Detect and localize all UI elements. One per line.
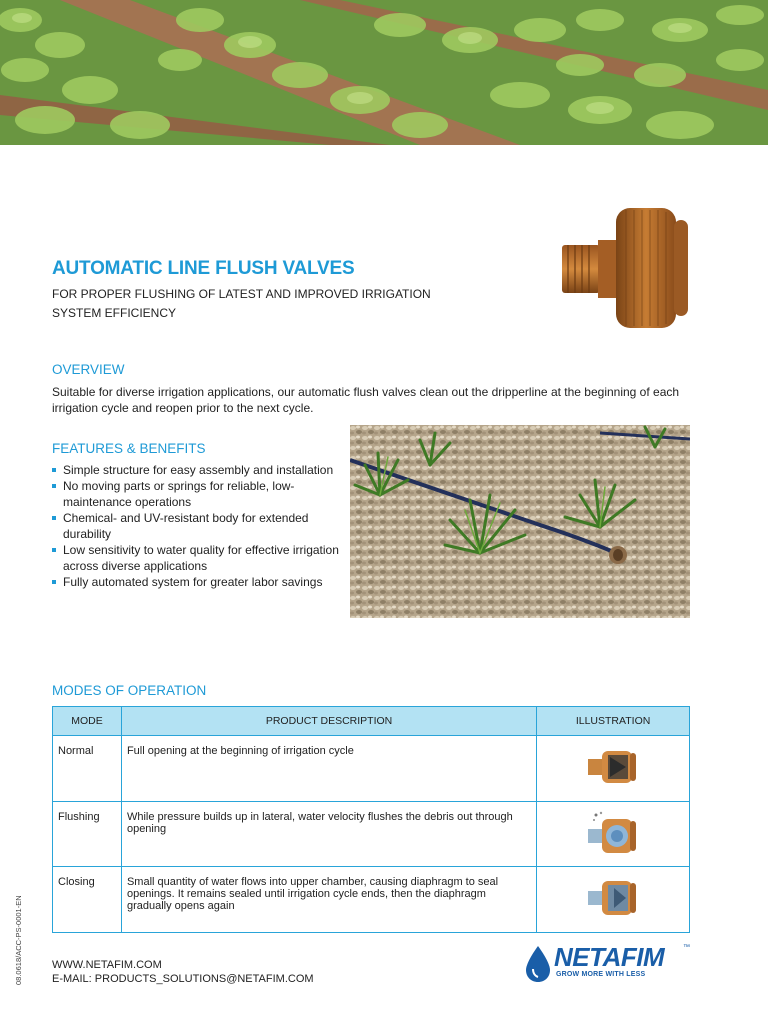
dripline-field-photo bbox=[350, 425, 690, 618]
illustration-cell bbox=[537, 736, 690, 802]
email-link[interactable]: E-MAIL: PRODUCTS_SOLUTIONS@NETAFIM.COM bbox=[52, 973, 314, 985]
column-header-description: PRODUCT DESCRIPTION bbox=[121, 707, 536, 736]
list-item: Simple structure for easy assembly and installation bbox=[52, 462, 342, 478]
document-code: 08.0618/ACC-PS-0001-EN bbox=[14, 895, 23, 985]
bullet-icon bbox=[52, 468, 56, 472]
website-link[interactable]: WWW.NETAFIM.COM bbox=[52, 959, 162, 971]
mode-cell: Closing bbox=[53, 867, 122, 933]
illustration-cell bbox=[537, 867, 690, 933]
illustration-cell bbox=[537, 802, 690, 867]
bullet-icon bbox=[52, 484, 56, 488]
valve-closing-illustration bbox=[586, 876, 640, 920]
hero-field-photo bbox=[0, 0, 768, 145]
description-cell: Small quantity of water flows into upper chamber, causing diaphragm to seal openings. It remains sealed until irrigation cycle ends, then the diaphragm gradually opens again bbox=[121, 867, 536, 933]
overview-text: Suitable for diverse irrigation applications, our automatic flush valves clean out the dripperline at the beginning of each irrigation cycle and reopen prior to the next cycle. bbox=[52, 385, 680, 415]
list-item: Fully automated system for greater labor savings bbox=[52, 574, 342, 590]
table-row bbox=[53, 867, 690, 933]
modes-table bbox=[52, 706, 690, 933]
list-item: Chemical- and UV-resistant body for extended durability bbox=[52, 510, 342, 542]
logo-trademark: ™ bbox=[683, 944, 690, 951]
mode-cell: Normal bbox=[53, 736, 122, 802]
bullet-icon bbox=[52, 516, 56, 520]
page-title: AUTOMATIC LINE FLUSH VALVES bbox=[52, 258, 355, 279]
overview-heading: OVERVIEW bbox=[52, 362, 125, 377]
description-cell: Full opening at the beginning of irrigation cycle bbox=[121, 736, 536, 802]
logo-tagline: GROW MORE WITH LESS bbox=[556, 971, 646, 978]
table-row bbox=[53, 736, 690, 802]
bullet-icon bbox=[52, 580, 56, 584]
bullet-icon bbox=[52, 548, 56, 552]
netafim-logo-text: NETAFIM bbox=[554, 942, 665, 972]
column-header-mode: MODE bbox=[53, 707, 122, 736]
list-item: Low sensitivity to water quality for effective irrigation across diverse applications bbox=[52, 542, 342, 574]
column-header-illustration: ILLUSTRATION bbox=[537, 707, 690, 736]
valve-normal-illustration bbox=[586, 745, 640, 789]
lettuce-field-illustration bbox=[0, 0, 768, 145]
contact-info bbox=[52, 958, 314, 986]
table-row bbox=[53, 802, 690, 867]
description-cell: While pressure builds up in lateral, water velocity flushes the debris out through opening bbox=[121, 802, 536, 867]
modes-heading: MODES OF OPERATION bbox=[52, 683, 207, 698]
features-heading: FEATURES & BENEFITS bbox=[52, 441, 206, 456]
mode-cell: Flushing bbox=[53, 802, 122, 867]
valve-flushing-illustration bbox=[586, 809, 640, 857]
page-subtitle: FOR PROPER FLUSHING OF LATEST AND IMPROVED IRRIGATION SYSTEM EFFICIENCY bbox=[52, 287, 431, 320]
table-header-row bbox=[53, 707, 690, 736]
features-list bbox=[52, 462, 342, 590]
flush-valve-product-image bbox=[556, 200, 696, 335]
list-item: No moving parts or springs for reliable, low-maintenance operations bbox=[52, 478, 342, 510]
